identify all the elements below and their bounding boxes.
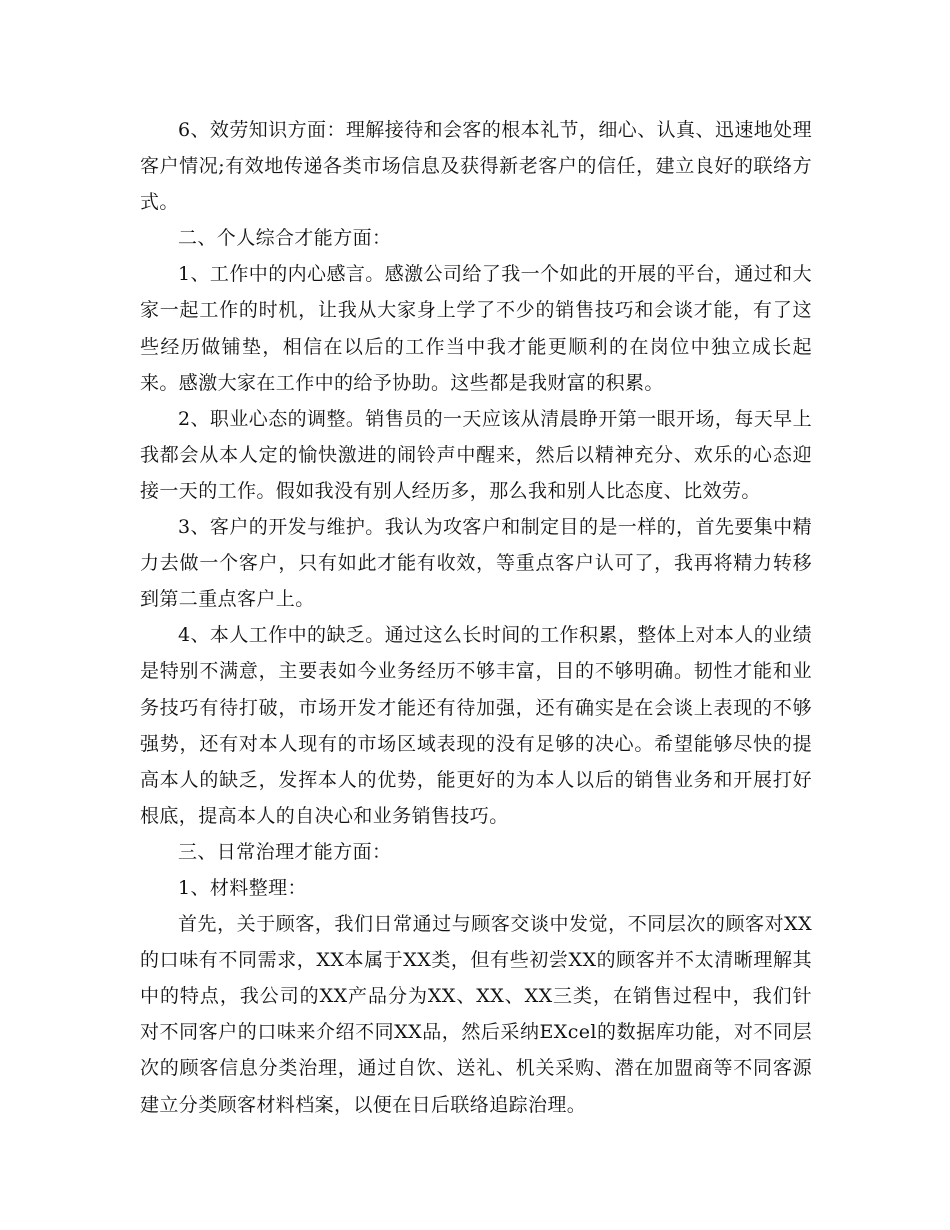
paragraph-inner-thoughts: 1、工作中的内心感言。感激公司给了我一个如此的开展的平台，通过和大家一起工作的时机，让我从大家身上学了不少的销售技巧和会谈才能，有了这些经历做铺垫，相信在以后的工作当中我才能更顺利的在岗位中独立成长起来。感激大家在工作中的给予协助。这些都是我财富的积累。	[140, 263, 812, 394]
heading-material-organizing: 1、材料整理：	[178, 876, 307, 899]
paragraph-career-attitude: 2、职业心态的调整。销售员的一天应该从清晨睁开第一眼开场，每天早上我都会从本人定的愉快激进的闹铃声中醒来，然后以精神充分、欢乐的心态迎接一天的工作。假如我没有别人经历多，那么我和别人比态度、比效劳。	[140, 407, 812, 502]
paragraph-shortcomings: 4、本人工作中的缺乏。通过这么长时间的工作积累，整体上对本人的业绩是特别不满意，主要表如今业务经历不够丰富，目的不够明确。韧性才能和业务技巧有待打破，市场开发才能还有待加强，还有确实是在会谈上表现的不够强势，还有对本人现有的市场区域表现的没有足够的决心。希望能够尽快的提高本人的缺乏，发挥本人的优势，能更好的为本人以后的销售业务和开展打好根底，提高本人的自决心和业务销售技巧。	[140, 624, 812, 827]
paragraph-service-knowledge: 6、效劳知识方面：理解接待和会客的根本礼节，细心、认真、迅速地处理客户情况;有效地传递各类市场信息及获得新老客户的信任，建立良好的联络方式。	[140, 119, 812, 214]
paragraph-customer-development: 3、客户的开发与维护。我认为攻客户和制定目的是一样的，首先要集中精力去做一个客户，只有如此才能有收效，等重点客户认可了，我再将精力转移到第二重点客户上。	[140, 516, 812, 611]
heading-daily-management: 三、日常治理才能方面：	[178, 840, 392, 863]
paragraph-customer-records: 首先，关于顾客，我们日常通过与顾客交谈中发觉，不同层次的顾客对XX的口味有不同需求，XX本属于XX类，但有些初尝XX的顾客并不太清晰理解其中的特点，我公司的XX产品分为XX、XX、XX三类，在销售过程中，我们针对不同客户的口味来介绍不同XX品，然后采纳EXcel的数据库功能，对不同层次的顾客信息分类治理，通过自饮、送礼、机关采购、潜在加盟商等不同客源建立分类顾客材料档案，以便在日后联络追踪治理。	[140, 913, 812, 1116]
heading-personal-abilities: 二、个人综合才能方面：	[178, 227, 392, 250]
document-body	[140, 112, 812, 1123]
